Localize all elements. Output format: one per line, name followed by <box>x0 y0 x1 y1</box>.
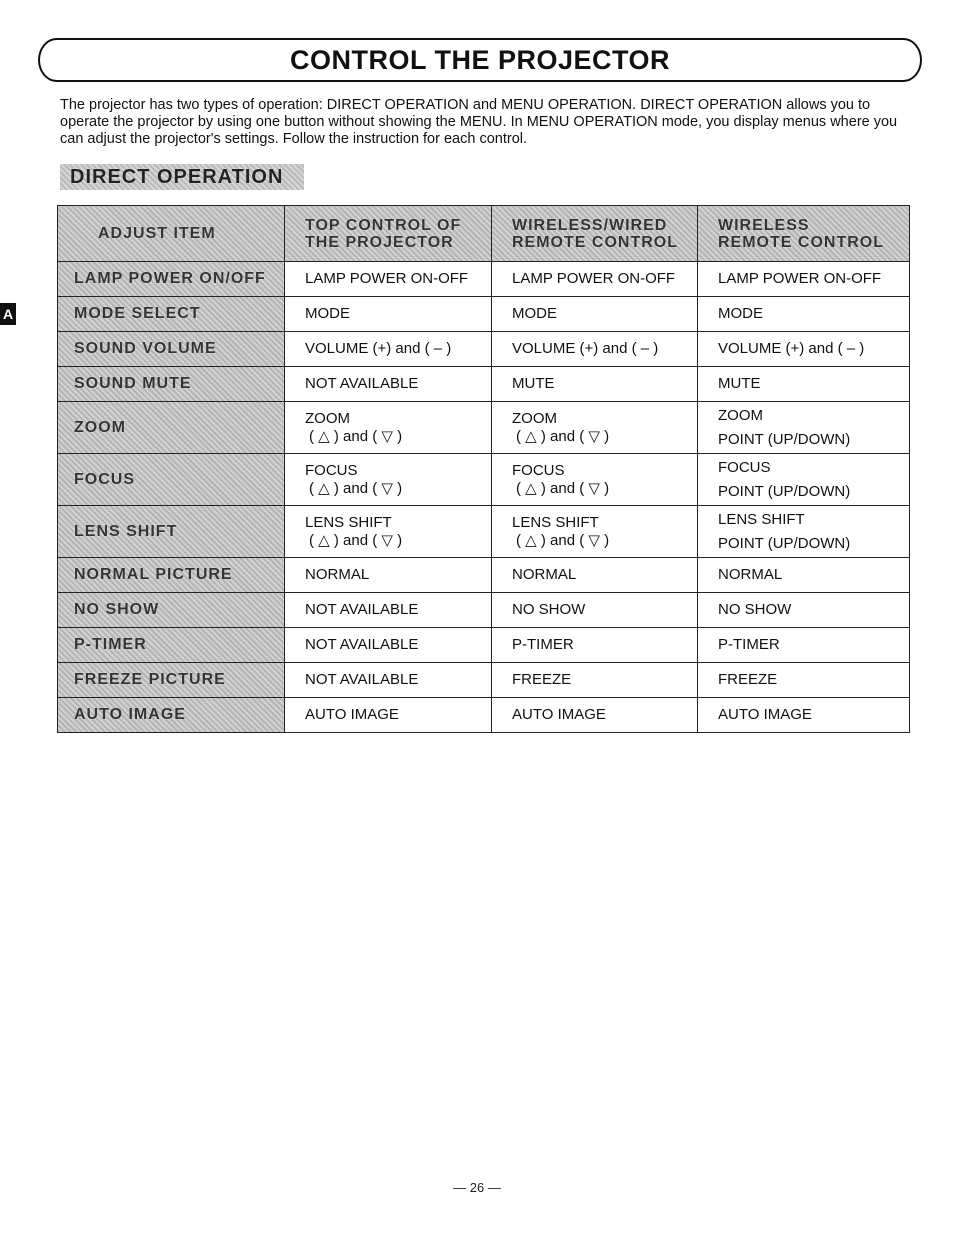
cell-line: ( △ ) and ( ▽ ) <box>516 427 610 445</box>
header-line: THE PROJECTOR <box>305 233 454 251</box>
page-title-frame <box>38 38 922 82</box>
cell-wireless-remote <box>698 593 910 628</box>
cell-wireless-remote <box>698 506 910 558</box>
cell-top-control <box>285 698 492 733</box>
cell-wired-remote <box>492 663 698 698</box>
table-row <box>58 262 910 297</box>
cell-line: NOT AVAILABLE <box>305 375 419 392</box>
cell-wireless-remote <box>698 402 910 454</box>
cell-line: LENS SHIFT <box>512 513 599 531</box>
cell-line: NORMAL <box>718 566 783 583</box>
cell-line: ZOOM <box>718 406 763 424</box>
cell-top-control <box>285 663 492 698</box>
cell-line: AUTO IMAGE <box>305 706 399 723</box>
cell-wired-remote <box>492 593 698 628</box>
cell-wireless-remote <box>698 698 910 733</box>
cell-wired-remote <box>492 297 698 332</box>
cell-line: NOT AVAILABLE <box>305 671 419 688</box>
cell-line: VOLUME (+) and ( – ) <box>718 340 865 357</box>
cell-line: NO SHOW <box>512 601 586 618</box>
table-row <box>58 506 910 558</box>
row-label: MODE SELECT <box>58 297 285 332</box>
cell-line: AUTO IMAGE <box>718 706 812 723</box>
cell-wireless-remote <box>698 558 910 593</box>
cell-line: P-TIMER <box>512 636 574 653</box>
cell-line: NOT AVAILABLE <box>305 601 419 618</box>
section-title: DIRECT OPERATION <box>60 164 304 190</box>
cell-line: VOLUME (+) and ( – ) <box>305 340 452 357</box>
cell-wired-remote <box>492 628 698 663</box>
page-title: CONTROL THE PROJECTOR <box>289 44 671 75</box>
cell-line: FREEZE <box>512 671 572 688</box>
header-wireless-wired-remote <box>492 206 698 262</box>
row-label: NO SHOW <box>58 593 285 628</box>
cell-line: ( △ ) and ( ▽ ) <box>309 427 403 445</box>
cell-line: VOLUME (+) and ( – ) <box>512 340 659 357</box>
cell-wireless-remote <box>698 663 910 698</box>
table-row <box>58 593 910 628</box>
header-adjust-item <box>58 206 285 262</box>
cell-top-control <box>285 402 492 454</box>
row-label: SOUND MUTE <box>58 367 285 402</box>
cell-wired-remote <box>492 506 698 558</box>
intro-paragraph: The projector has two types of operation: DIRECT OPERATION and MENU OPERATION. DIRECT OPERATION allows you to operate the projector by using one button without showing the MENU. In MENU OPERATION mode, you display menus where you can adjust the projector's settings. Follow the instruction for each control. <box>60 97 898 147</box>
cell-top-control <box>285 593 492 628</box>
cell-line: POINT (UP/DOWN) <box>718 534 851 552</box>
cell-line: ( △ ) and ( ▽ ) <box>516 531 610 549</box>
header-wireless-remote <box>698 206 910 262</box>
cell-top-control <box>285 332 492 367</box>
cell-line: NORMAL <box>512 566 577 583</box>
header-line: WIRELESS/WIRED <box>512 216 668 234</box>
cell-wired-remote <box>492 402 698 454</box>
row-label: FOCUS <box>58 454 285 506</box>
cell-wired-remote <box>492 454 698 506</box>
cell-line: MUTE <box>718 375 761 392</box>
row-label: ZOOM <box>58 402 285 454</box>
side-tab-marker: A <box>0 303 16 325</box>
cell-wired-remote <box>492 558 698 593</box>
direct-operation-table <box>57 205 910 733</box>
cell-top-control <box>285 262 492 297</box>
header-line: TOP CONTROL OF <box>305 216 462 234</box>
table-row <box>58 558 910 593</box>
cell-line: FREEZE <box>718 671 778 688</box>
table-row <box>58 332 910 367</box>
cell-wireless-remote <box>698 367 910 402</box>
table-row <box>58 297 910 332</box>
page-number: — 26 — <box>453 1180 501 1195</box>
cell-wireless-remote <box>698 454 910 506</box>
row-label: P-TIMER <box>58 628 285 663</box>
cell-line: LAMP POWER ON-OFF <box>512 270 676 287</box>
table-row <box>58 402 910 454</box>
cell-line: NORMAL <box>305 566 370 583</box>
row-label: LENS SHIFT <box>58 506 285 558</box>
row-label: NORMAL PICTURE <box>58 558 285 593</box>
cell-top-control <box>285 454 492 506</box>
cell-line: MODE <box>305 305 350 322</box>
cell-line: MODE <box>718 305 763 322</box>
cell-line: LENS SHIFT <box>305 513 392 531</box>
cell-line: AUTO IMAGE <box>512 706 606 723</box>
header-line: WIRELESS <box>718 216 810 234</box>
header-line: REMOTE CONTROL <box>512 233 678 251</box>
cell-line: MUTE <box>512 375 555 392</box>
cell-wireless-remote <box>698 297 910 332</box>
cell-top-control <box>285 506 492 558</box>
cell-line: LAMP POWER ON-OFF <box>305 270 469 287</box>
table-row <box>58 698 910 733</box>
cell-line: POINT (UP/DOWN) <box>718 482 851 500</box>
cell-line: ZOOM <box>512 409 557 427</box>
cell-top-control <box>285 367 492 402</box>
table-row <box>58 454 910 506</box>
table-row <box>58 367 910 402</box>
cell-line: POINT (UP/DOWN) <box>718 430 851 448</box>
cell-line: ( △ ) and ( ▽ ) <box>309 479 403 497</box>
cell-line: LAMP POWER ON-OFF <box>718 270 882 287</box>
cell-wired-remote <box>492 332 698 367</box>
cell-top-control <box>285 558 492 593</box>
table-header-row <box>58 206 910 262</box>
cell-line: FOCUS <box>718 458 771 476</box>
row-label: LAMP POWER ON/OFF <box>58 262 285 297</box>
cell-line: NO SHOW <box>718 601 792 618</box>
header-top-control <box>285 206 492 262</box>
cell-wireless-remote <box>698 332 910 367</box>
cell-line: MODE <box>512 305 557 322</box>
row-label: FREEZE PICTURE <box>58 663 285 698</box>
cell-wired-remote <box>492 698 698 733</box>
cell-line: FOCUS <box>512 461 565 479</box>
cell-wired-remote <box>492 262 698 297</box>
cell-line: LENS SHIFT <box>718 510 805 528</box>
cell-line: ( △ ) and ( ▽ ) <box>309 531 403 549</box>
cell-line: ZOOM <box>305 409 350 427</box>
row-label: SOUND VOLUME <box>58 332 285 367</box>
table-row <box>58 663 910 698</box>
cell-line: NOT AVAILABLE <box>305 636 419 653</box>
header-line: ADJUST ITEM <box>98 225 216 242</box>
cell-wired-remote <box>492 367 698 402</box>
header-line: REMOTE CONTROL <box>718 233 884 251</box>
cell-line: FOCUS <box>305 461 358 479</box>
table-row <box>58 628 910 663</box>
cell-wireless-remote <box>698 262 910 297</box>
cell-wireless-remote <box>698 628 910 663</box>
cell-line: ( △ ) and ( ▽ ) <box>516 479 610 497</box>
row-label: AUTO IMAGE <box>58 698 285 733</box>
cell-top-control <box>285 297 492 332</box>
cell-line: P-TIMER <box>718 636 780 653</box>
cell-top-control <box>285 628 492 663</box>
